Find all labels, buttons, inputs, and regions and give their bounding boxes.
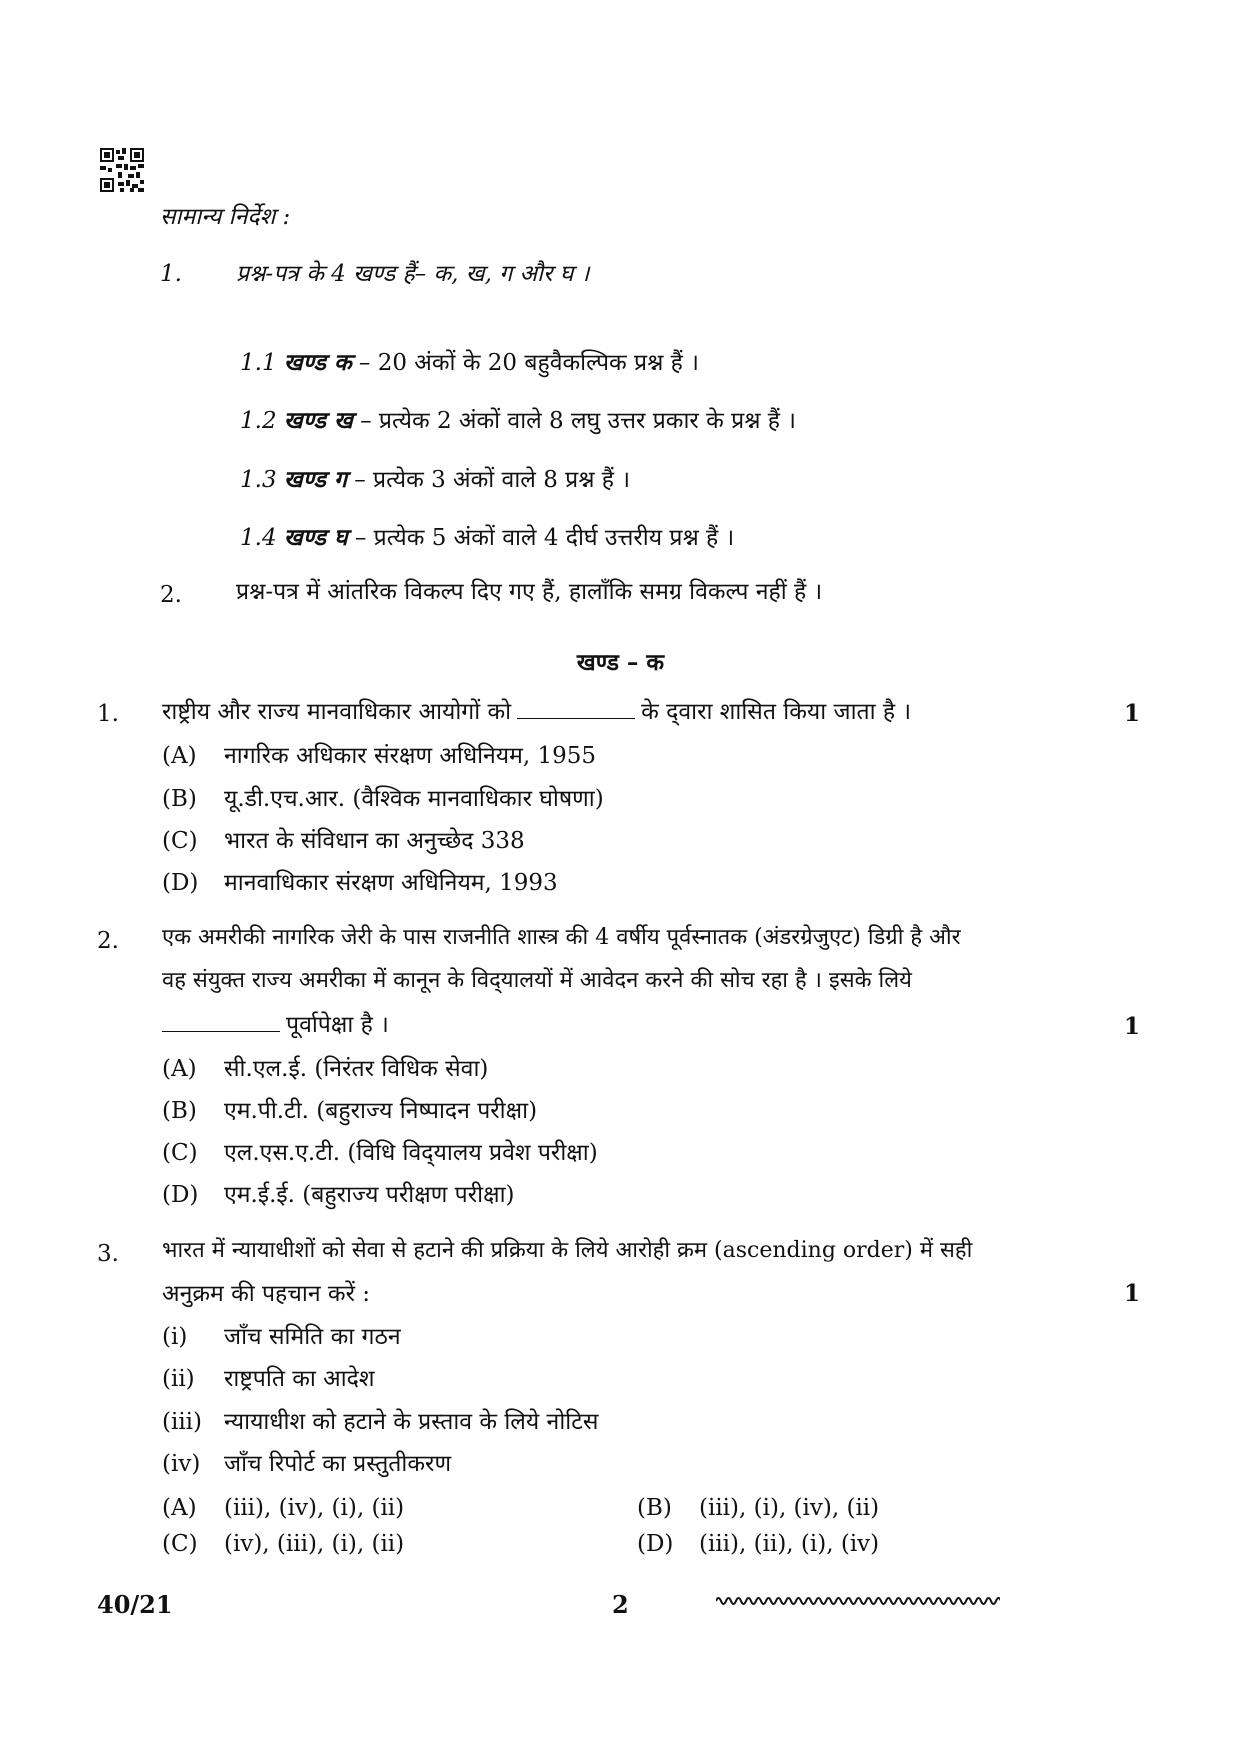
statement-label: (iv) [162, 1451, 201, 1477]
wavy-line-decoration [716, 1594, 1000, 1608]
option-text: (iii), (ii), (i), (iv) [699, 1531, 880, 1557]
subitem-section: खण्ड ग [283, 466, 347, 493]
question-2-line-1: एक अमरीकी नागरिक जेरी के पास राजनीति शास्त्र की 4 वर्षीय पूर्वस्नातक (अंडरग्रेजुएट) डिग्री है और [162, 925, 961, 950]
question-1-text [162, 696, 911, 727]
statement-text: जाँच रिपोर्ट का प्रस्तुतीकरण [224, 1451, 452, 1477]
q2-option-c [162, 1138, 598, 1168]
instruction-2-text: प्रश्न-पत्र में आंतरिक विकल्प दिए गए हैं, हालाँकि समग्र विकल्प नहीं हैं । [236, 579, 823, 605]
statement-label: (i) [162, 1324, 188, 1350]
q3-option-d [637, 1529, 879, 1559]
option-label: (A) [162, 1056, 197, 1082]
q3-option-a [162, 1493, 404, 1523]
q3-option-b [637, 1493, 879, 1523]
question-2-line-3 [162, 1009, 389, 1040]
statement-label: (iii) [162, 1409, 203, 1435]
instruction-1-text: प्रश्न-पत्र के 4 खण्ड हैं– क, ख, ग और घ । [236, 261, 590, 287]
statement-text: न्यायाधीश को हटाने के प्रस्ताव के लिये नोटिस [224, 1409, 599, 1435]
q3-statement-ii [162, 1364, 375, 1394]
subitem-number: 1.3 [240, 467, 277, 493]
option-label: (D) [162, 1182, 199, 1208]
option-text: एल.एस.ए.टी. (विधि विद्‌यालय प्रवेश परीक्षा) [224, 1140, 598, 1166]
q3-statement-iii [162, 1407, 598, 1437]
q2-option-b [162, 1096, 537, 1126]
subitem-section: खण्ड ख [283, 407, 353, 434]
subitem-section: खण्ड क [283, 349, 352, 376]
q3-statement-i [162, 1322, 401, 1352]
q1-option-d [162, 868, 558, 898]
q1-option-a [162, 741, 596, 771]
option-label: (B) [637, 1495, 672, 1521]
qr-code-icon [100, 148, 144, 192]
q1-option-c [162, 826, 525, 856]
option-label: (B) [162, 1098, 197, 1124]
instruction-1-1 [240, 348, 699, 378]
option-label: (B) [162, 786, 197, 812]
fill-in-blank [517, 696, 635, 719]
statement-text: जाँच समिति का गठन [224, 1324, 401, 1350]
option-text: नागरिक अधिकार संरक्षण अधिनियम, 1955 [224, 743, 597, 769]
q2-option-d [162, 1180, 515, 1210]
question-text-part: राष्ट्रीय और राज्य मानवाधिकार आयोगों को [162, 699, 512, 725]
option-text: एम.ई.ई. (बहुराज्य परीक्षण परीक्षा) [224, 1182, 515, 1208]
option-text: (iv), (iii), (i), (ii) [224, 1531, 405, 1557]
paper-code: 40/21 [97, 1590, 173, 1619]
page-number: 2 [612, 1590, 629, 1619]
instruction-1-4 [240, 523, 734, 553]
question-2-line-2: वह संयुक्त राज्य अमरीका में कानून के विद्‌यालयों में आवेदन करने की सोच रहा है । इसके लिये [162, 968, 912, 993]
question-3-marks: 1 [1124, 1280, 1141, 1307]
option-text: सी.एल.ई. (निरंतर विधिक सेवा) [224, 1056, 489, 1082]
instructions-heading: सामान्य निर्देश : [160, 204, 291, 230]
question-2-number: 2. [97, 928, 119, 954]
subitem-text: – प्रत्येक 5 अंकों वाले 4 दीर्घ उत्तरीय प्रश्न हैं । [354, 525, 735, 551]
option-text: भारत के संविधान का अनुच्छेद 338 [224, 828, 525, 854]
subitem-text: – 20 अंकों के 20 बहुवैकल्पिक प्रश्न हैं । [358, 350, 699, 376]
option-label: (A) [162, 1495, 197, 1521]
option-label: (C) [162, 1140, 198, 1166]
question-1-marks: 1 [1124, 700, 1141, 727]
question-3-line-2: अनुक्रम की पहचान करें : [162, 1281, 371, 1307]
question-2-marks: 1 [1124, 1013, 1141, 1040]
subitem-number: 1.1 [240, 350, 277, 376]
q2-option-a [162, 1054, 488, 1084]
question-text-part: के द्‌वारा शासित किया जाता है । [641, 699, 912, 725]
option-label: (A) [162, 743, 197, 769]
option-label: (C) [162, 1531, 198, 1557]
statement-text: राष्ट्रपति का आदेश [224, 1366, 375, 1392]
option-text: मानवाधिकार संरक्षण अधिनियम, 1993 [224, 870, 558, 896]
q3-option-c [162, 1529, 404, 1559]
question-text-part: पूर्वापेक्षा है । [286, 1012, 389, 1038]
option-label: (D) [162, 870, 199, 896]
subitem-section: खण्ड घ [283, 524, 348, 551]
q3-statement-iv [162, 1449, 451, 1479]
question-1-number: 1. [97, 701, 119, 727]
q1-option-b [162, 784, 604, 814]
option-label: (C) [162, 828, 198, 854]
instruction-1-2 [240, 406, 796, 436]
option-text: (iii), (i), (iv), (ii) [699, 1495, 880, 1521]
statement-label: (ii) [162, 1366, 195, 1392]
option-text: (iii), (iv), (i), (ii) [224, 1495, 405, 1521]
fill-in-blank [162, 1009, 280, 1032]
subitem-text: – प्रत्येक 2 अंकों वाले 8 लघु उत्तर प्रकार के प्रश्न हैं । [360, 408, 797, 434]
instruction-1-3 [240, 465, 630, 495]
question-3-line-1: भारत में न्यायाधीशों को सेवा से हटाने की प्रक्रिया के लिये आरोही क्रम (ascending order) में सही [162, 1238, 973, 1263]
instruction-2-number: 2. [160, 582, 182, 608]
option-label: (D) [637, 1531, 674, 1557]
question-3-number: 3. [97, 1241, 119, 1267]
subitem-text: – प्रत्येक 3 अंकों वाले 8 प्रश्न हैं । [354, 467, 631, 493]
option-text: यू.डी.एच.आर. (वैश्विक मानवाधिकार घोषणा) [224, 786, 604, 812]
section-title: खण्ड – क [576, 649, 665, 676]
option-text: एम.पी.टी. (बहुराज्य निष्पादन परीक्षा) [224, 1098, 538, 1124]
instruction-1-number: 1. [160, 261, 182, 287]
subitem-number: 1.2 [240, 408, 277, 434]
subitem-number: 1.4 [240, 525, 277, 551]
